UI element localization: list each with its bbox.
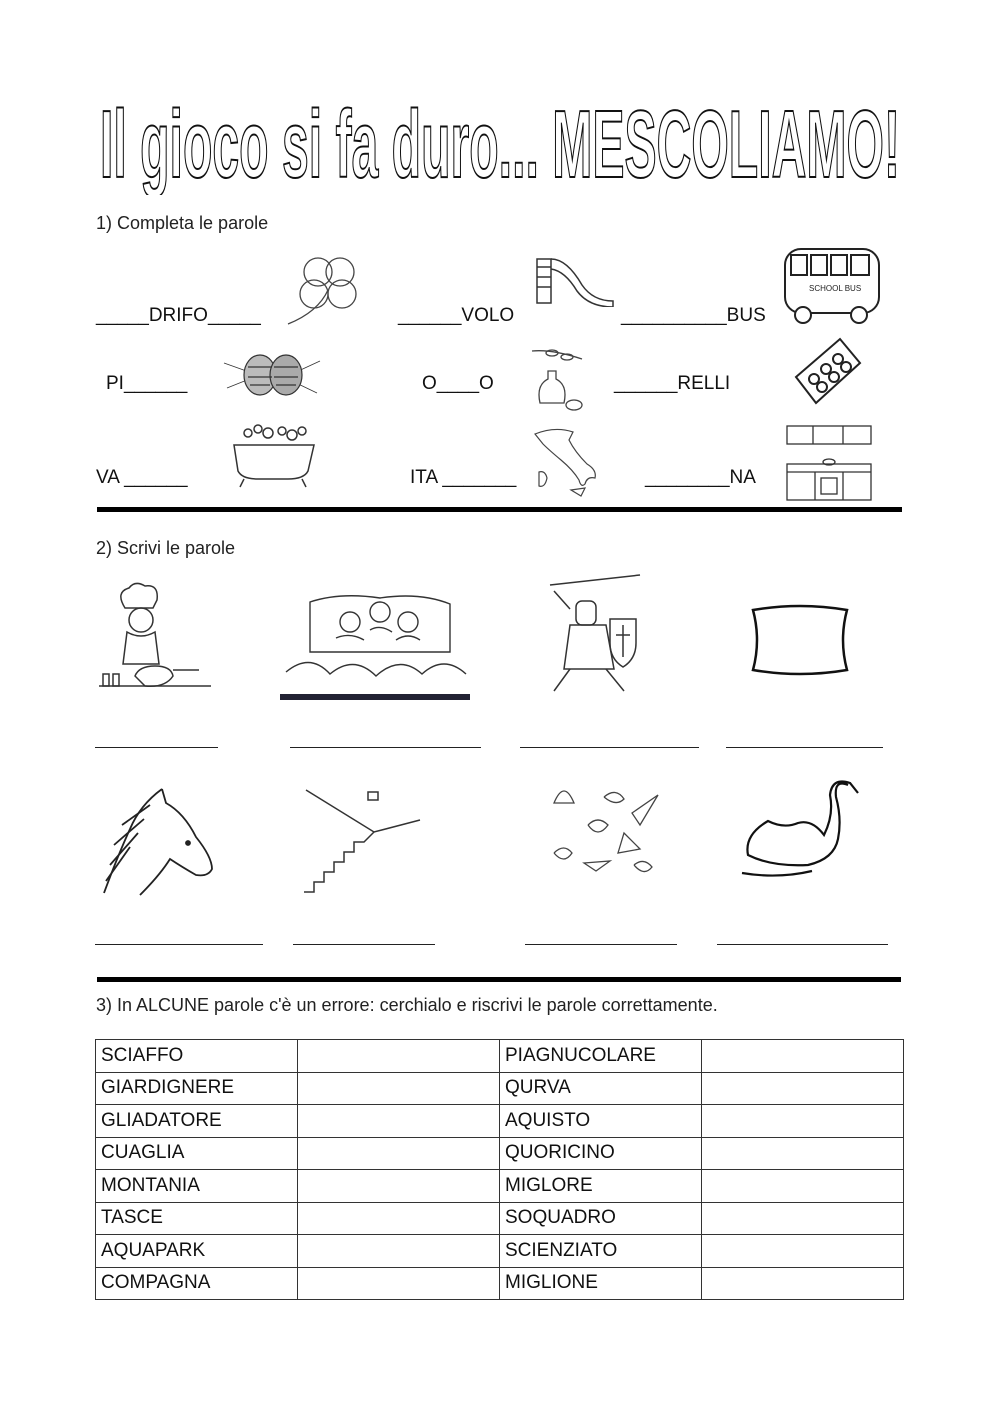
- word-blank-5: O____O: [422, 373, 494, 394]
- answer-cell[interactable]: [298, 1202, 500, 1235]
- answer-cell[interactable]: [298, 1072, 500, 1105]
- answer-cell[interactable]: [298, 1137, 500, 1170]
- word-cell: MIGLORE: [500, 1170, 702, 1203]
- cook-picture: [95, 580, 215, 692]
- bathtub-picture: [228, 423, 320, 489]
- table-row: [96, 1170, 904, 1203]
- word-cell: PIAGNUCOLARE: [500, 1040, 702, 1073]
- school-bus-picture: [779, 243, 885, 329]
- horse-picture: [100, 785, 218, 900]
- word-cell: GLIADATORE: [96, 1105, 298, 1138]
- worksheet-title-text: Il gioco si fa duro... MESCOLIAMO!: [100, 91, 901, 195]
- word-cell: QURVA: [500, 1072, 702, 1105]
- answer-line-5[interactable]: [95, 944, 263, 945]
- word-cell: SOQUADRO: [500, 1202, 702, 1235]
- section1-heading: 1) Completa le parole: [96, 213, 269, 233]
- stairs-picture: [300, 780, 425, 905]
- word-cell: SCIENZIATO: [500, 1235, 702, 1268]
- answer-line-3[interactable]: [520, 747, 699, 748]
- knight-picture: [540, 573, 670, 699]
- answer-cell[interactable]: [702, 1105, 904, 1138]
- word-cell: MIGLIONE: [500, 1267, 702, 1300]
- answer-cell[interactable]: [298, 1040, 500, 1073]
- pine-cones-picture: [222, 333, 322, 413]
- swan-picture: [738, 775, 866, 887]
- section1-divider: [97, 507, 902, 512]
- answer-line-1[interactable]: [95, 747, 218, 748]
- word-cell: QUORICINO: [500, 1137, 702, 1170]
- table-row: [96, 1235, 904, 1268]
- answer-cell[interactable]: [702, 1072, 904, 1105]
- watercolors-picture: [790, 333, 865, 411]
- answer-line-7[interactable]: [525, 944, 677, 945]
- table-row: [96, 1137, 904, 1170]
- answer-cell[interactable]: [298, 1170, 500, 1203]
- olive-oil-picture: [512, 341, 602, 416]
- word-blank-8: ITA _______: [410, 467, 517, 488]
- slide-picture: [527, 245, 615, 307]
- bus-sign-text: SCHOOL BUS: [809, 284, 862, 293]
- word-cell: MONTANIA: [96, 1170, 298, 1203]
- answer-cell[interactable]: [298, 1105, 500, 1138]
- table-row: [96, 1202, 904, 1235]
- italy-map-picture: [525, 422, 607, 502]
- pillow-picture: [745, 600, 855, 680]
- word-blank-7: VA ______: [96, 467, 188, 488]
- word-blank-6: ______RELLI: [614, 373, 731, 394]
- answer-cell[interactable]: [702, 1267, 904, 1300]
- kitchen-picture: [783, 422, 875, 504]
- answer-line-4[interactable]: [726, 747, 883, 748]
- section3-heading: 3) In ALCUNE parole c'è un errore: cerchialo e riscrivi le parole correttamente.: [96, 995, 718, 1015]
- worksheet-title: [95, 85, 905, 195]
- section2-heading: 2) Scrivi le parole: [96, 538, 236, 558]
- correction-table: [95, 1039, 904, 1300]
- word-blank-4: PI______: [106, 373, 188, 394]
- answer-cell[interactable]: [298, 1267, 500, 1300]
- shells-picture: [540, 773, 670, 900]
- answer-cell[interactable]: [298, 1235, 500, 1268]
- word-cell: GIARDIGNERE: [96, 1072, 298, 1105]
- word-blank-9: ________NA: [645, 467, 756, 488]
- word-cell: CUAGLIA: [96, 1137, 298, 1170]
- word-blank-1: _____DRIFO_____: [96, 305, 261, 326]
- table-row: [96, 1105, 904, 1138]
- answer-cell[interactable]: [702, 1040, 904, 1073]
- word-cell: TASCE: [96, 1202, 298, 1235]
- table-row: [96, 1072, 904, 1105]
- word-cell: COMPAGNA: [96, 1267, 298, 1300]
- section2-divider: [97, 977, 901, 982]
- table-row: [96, 1267, 904, 1300]
- word-cell: AQUAPARK: [96, 1235, 298, 1268]
- table-row: [96, 1040, 904, 1073]
- clover-picture: [278, 250, 378, 330]
- answer-line-6[interactable]: [293, 944, 435, 945]
- waterpark-picture: [280, 582, 470, 700]
- word-blank-3: __________BUS: [621, 305, 766, 326]
- word-cell: AQUISTO: [500, 1105, 702, 1138]
- answer-cell[interactable]: [702, 1202, 904, 1235]
- answer-cell[interactable]: [702, 1170, 904, 1203]
- word-cell: SCIAFFO: [96, 1040, 298, 1073]
- answer-line-2[interactable]: [290, 747, 481, 748]
- answer-line-8[interactable]: [717, 944, 888, 945]
- word-blank-2: ______VOLO: [398, 305, 515, 326]
- answer-cell[interactable]: [702, 1137, 904, 1170]
- answer-cell[interactable]: [702, 1235, 904, 1268]
